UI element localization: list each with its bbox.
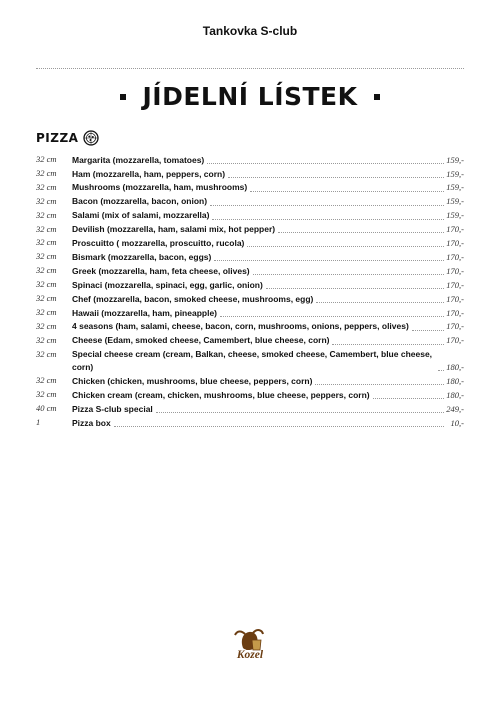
page-title: JÍDELNÍ LÍSTEK <box>142 82 358 111</box>
item-description: Ham (mozzarella, ham, peppers, corn) <box>72 168 226 179</box>
menu-item-row <box>36 348 464 375</box>
section-label: PIZZA <box>36 131 79 145</box>
item-size: 32 cm <box>36 265 57 276</box>
menu-item-row <box>36 167 464 181</box>
item-price: 170,- <box>446 224 464 235</box>
item-price: 170,- <box>446 251 464 262</box>
item-description-wrap <box>72 279 446 292</box>
item-description: Margarita (mozzarella, tomatoes) <box>72 154 205 165</box>
dot-leader <box>438 370 444 371</box>
item-description-wrap <box>72 348 446 375</box>
item-price: 170,- <box>446 265 464 276</box>
menu-item-row <box>36 374 464 388</box>
item-description: 4 seasons (ham, salami, cheese, bacon, corn, mushrooms, onions, peppers, olives) <box>72 321 409 332</box>
dot-leader <box>210 205 444 206</box>
item-size: 32 cm <box>36 320 57 331</box>
menu-item-row <box>36 416 464 430</box>
dot-leader <box>278 232 444 233</box>
item-price: 180,- <box>446 389 464 400</box>
menu-item-row <box>36 306 464 320</box>
item-price: 170,- <box>446 321 464 332</box>
item-size: 32 cm <box>36 167 57 178</box>
item-description: Devilish (mozzarella, ham, salami mix, hot pepper) <box>72 224 276 235</box>
item-price: 159,- <box>446 168 464 179</box>
dot-leader <box>156 412 444 413</box>
item-description: Proscuitto ( mozzarella, proscuitto, rucola) <box>72 238 245 249</box>
item-size: 32 cm <box>36 237 57 248</box>
item-description: Salami (mix of salami, mozzarella) <box>72 210 210 221</box>
menu-item-row <box>36 209 464 223</box>
item-price: 159,- <box>446 210 464 221</box>
section-heading-pizza <box>36 130 99 146</box>
item-size: 32 cm <box>36 251 57 262</box>
menu-item-row <box>36 236 464 250</box>
item-description-wrap <box>72 389 446 402</box>
dot-leader <box>114 426 444 427</box>
item-size: 32 cm <box>36 209 57 220</box>
menu-item-row <box>36 320 464 334</box>
dot-leader <box>214 260 444 261</box>
dot-leader <box>228 177 444 178</box>
menu-list <box>36 153 464 430</box>
item-price: 249,- <box>446 403 464 414</box>
dot-leader <box>373 398 444 399</box>
dot-leader <box>220 316 444 317</box>
item-size: 32 cm <box>36 334 57 345</box>
kozel-goat-logo <box>225 626 275 670</box>
item-description: Chicken (chicken, mushrooms, blue cheese, peppers, corn) <box>72 375 313 386</box>
menu-item-row <box>36 402 464 416</box>
item-size: 32 cm <box>36 293 57 304</box>
menu-item-row <box>36 181 464 195</box>
item-description: Mushrooms (mozzarella, ham, mushrooms) <box>72 182 248 193</box>
menu-item-row <box>36 278 464 292</box>
item-description: Hawaii (mozzarella, ham, pineapple) <box>72 307 218 318</box>
dot-leader <box>207 163 444 164</box>
dot-leader <box>315 384 444 385</box>
menu-item-row <box>36 292 464 306</box>
dot-leader <box>316 302 444 303</box>
item-size: 32 cm <box>36 181 57 192</box>
menu-item-row <box>36 264 464 278</box>
item-price: 170,- <box>446 335 464 346</box>
item-description-wrap <box>72 417 446 430</box>
kozel-logo-text: Kozel <box>236 649 264 661</box>
title-bullet-right <box>374 94 380 100</box>
dot-leader <box>250 191 444 192</box>
item-description: Bismark (mozzarella, bacon, eggs) <box>72 251 212 262</box>
item-description: Pizza S-club special <box>72 403 153 414</box>
item-description-wrap <box>72 251 446 264</box>
dot-leader <box>412 330 444 331</box>
item-price: 170,- <box>446 307 464 318</box>
item-price: 180,- <box>446 375 464 386</box>
item-description-wrap <box>72 223 446 236</box>
item-description: Cheese (Edam, smoked cheese, Camembert, blue cheese, corn) <box>72 335 330 346</box>
menu-item-row <box>36 223 464 237</box>
item-description-wrap <box>72 293 446 306</box>
item-size: 32 cm <box>36 389 57 400</box>
item-description-wrap <box>72 307 446 320</box>
item-description-wrap <box>72 375 446 388</box>
menu-item-row <box>36 250 464 264</box>
item-price: 170,- <box>446 293 464 304</box>
item-description: Spinaci (mozzarella, spinaci, egg, garlic, onion) <box>72 279 263 290</box>
dot-leader <box>212 219 444 220</box>
venue-name: Tankovka S-club <box>202 24 298 38</box>
item-description: Greek (mozzarella, ham, feta cheese, olives) <box>72 265 250 276</box>
item-size: 32 cm <box>36 279 57 290</box>
item-description: Pizza box <box>72 417 111 428</box>
item-price: 159,- <box>446 196 464 207</box>
item-size: 32 cm <box>36 306 57 317</box>
item-description: Bacon (mozzarella, bacon, onion) <box>72 196 208 207</box>
item-price: 170,- <box>446 279 464 290</box>
item-size: 32 cm <box>36 195 57 206</box>
item-price: 170,- <box>446 238 464 249</box>
menu-item-row <box>36 153 464 167</box>
menu-item-row <box>36 388 464 402</box>
item-description-wrap <box>72 265 446 278</box>
item-description-wrap <box>72 403 446 416</box>
item-price: 10,- <box>450 417 464 428</box>
item-description: Special cheese cream (cream, Balkan, cheese, smoked cheese, Camembert, blue cheese, corn) <box>72 348 433 372</box>
item-description-wrap <box>72 320 446 333</box>
item-description-wrap <box>72 154 446 167</box>
dot-leader <box>332 344 444 345</box>
item-description: Chicken cream (cream, chicken, mushrooms, blue cheese, peppers, corn) <box>72 389 370 400</box>
item-description-wrap <box>72 168 446 181</box>
item-description-wrap <box>72 237 446 250</box>
item-price: 180,- <box>446 361 464 372</box>
item-price: 159,- <box>446 182 464 193</box>
item-size: 32 cm <box>36 348 57 359</box>
header-divider <box>36 68 464 69</box>
menu-item-row <box>36 195 464 209</box>
item-size: 32 cm <box>36 223 57 234</box>
item-description-wrap <box>72 334 446 347</box>
dot-leader <box>266 288 444 289</box>
dot-leader <box>253 274 444 275</box>
item-description-wrap <box>72 181 446 194</box>
item-price: 159,- <box>446 154 464 165</box>
item-size: 1 <box>36 417 41 427</box>
dot-leader <box>247 246 444 247</box>
item-size: 40 cm <box>36 403 57 414</box>
item-description: Chef (mozzarella, bacon, smoked cheese, mushrooms, egg) <box>72 293 314 304</box>
item-description-wrap <box>72 209 446 222</box>
item-description-wrap <box>72 195 446 208</box>
item-size: 32 cm <box>36 375 57 386</box>
item-size: 32 cm <box>36 154 57 164</box>
page-title-container <box>0 82 500 111</box>
pizza-icon <box>83 130 99 146</box>
menu-item-row <box>36 334 464 348</box>
